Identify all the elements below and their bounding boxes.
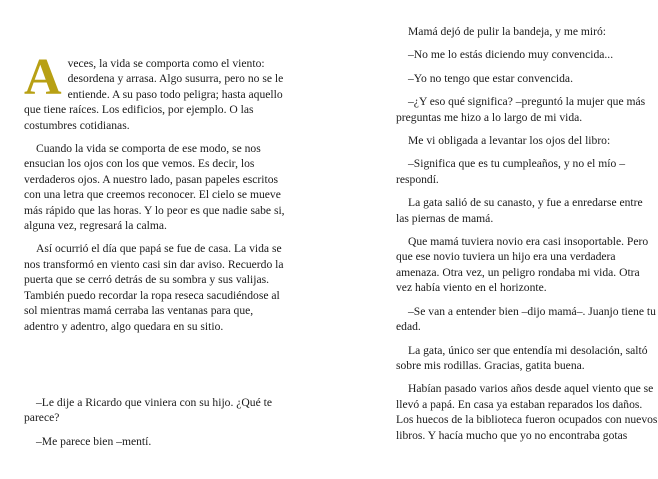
- paragraph-5: –Me parece bien –mentí.: [36, 434, 152, 448]
- paragraph-3: Así ocurrió el día que papá se fue de casa. La vida se nos transformó en viento casi sin dar aviso. Recuerdo la puerta que se cerró detrás de su sombra y sus valijas. También puedo recordar la ropa reseca sacudiéndose al sol mientras mamá cerraba las ventanas para que, adentro y adentro, algo quedara en su sitio.: [24, 242, 284, 333]
- right-paragraph-9: –Se van a entender bien –dijo mamá–. Juanjo tiene tu edad.: [396, 304, 656, 334]
- left-column-bottom: [24, 395, 286, 457]
- right-paragraph-8: Que mamá tuviera novio era casi insoportable. Pero que ese novio tuviera un hijo era una verdadera amenaza. Otra vez, un peligro rondaba mi vida. Otra vez había viento en el horizonte.: [396, 235, 649, 295]
- right-paragraph-3: –Yo no tengo que estar convencida.: [408, 71, 573, 85]
- drop-cap: A: [24, 49, 62, 106]
- right-paragraph-10: La gata, único ser que entendía mi desolación, saltó sobre mis rodillas. Gracias, gatita buena.: [396, 343, 648, 372]
- paragraph-2: Cuando la vida se comporta de ese modo, se nos ensucian los ojos con los que vemos. Es decir, los verdaderos ojos. A nuestro lado, pasan papeles escritos con una letra que creemos reconocer. El cielo se mueve más rápido que las horas. Y lo peor es que nadie sabe si, alguna vez, regresará la calma.: [24, 142, 285, 233]
- right-paragraph-6: –Significa que es tu cumpleaños, y no el mío –respondí.: [396, 157, 626, 186]
- paragraph-4: –Le dije a Ricardo que viniera con su hijo. ¿Qué te parece?: [24, 396, 272, 425]
- right-column: [396, 24, 658, 451]
- right-paragraph-1: Mamá dejó de pulir la bandeja, y me miró:: [408, 25, 606, 38]
- right-paragraph-5: Me vi obligada a levantar los ojos del libro:: [408, 134, 611, 148]
- right-paragraph-7: La gata salió de su canasto, y fue a enredarse entre las piernas de mamá.: [396, 196, 643, 225]
- right-paragraph-4: –¿Y eso qué significa? –preguntó la mujer que más preguntas me hizo a lo largo de mi vida.: [396, 95, 646, 124]
- right-page: [329, 0, 658, 479]
- paragraph-1: [24, 49, 286, 133]
- right-paragraph-11: Habían pasado varios años desde aquel viento que se llevó a papá. En casa ya estaban reparados los daños. Los huecos de la biblioteca fueron ocupados con nuevos libros. Y hacía mucho que yo no encontraba gotas: [396, 382, 658, 442]
- left-column-top: [24, 49, 286, 342]
- right-paragraph-2: –No me lo estás diciendo muy convencida...: [408, 48, 614, 62]
- paragraph-1-text: veces, la vida se comporta como el viento: desordena y arrasa. Algo susurra, pero no se le entiende. A su paso todo peligra; hasta aquello que tiene raíces. Los edificios, por ejemplo. O las costumbres cotidianas.: [24, 57, 284, 132]
